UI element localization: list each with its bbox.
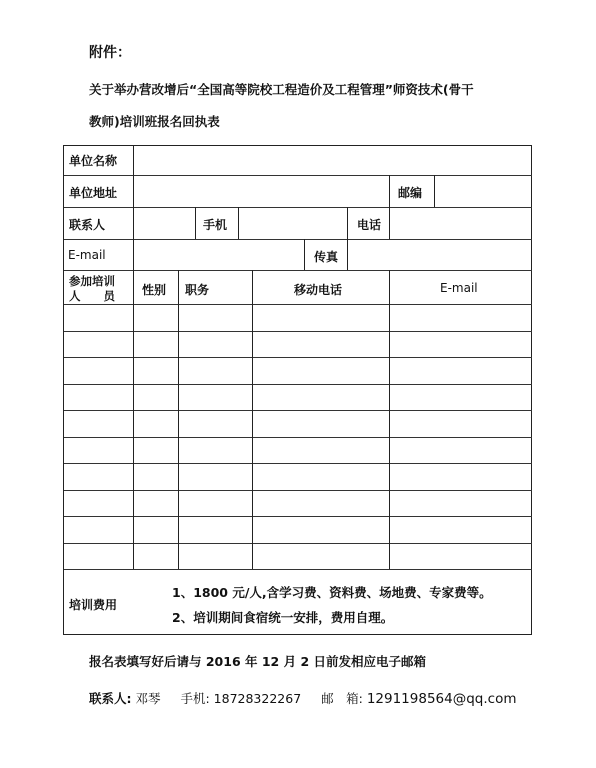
email-label: E-mail xyxy=(68,248,106,262)
col-divider xyxy=(195,207,196,239)
row-divider xyxy=(64,490,532,491)
postcode-field[interactable] xyxy=(436,177,530,205)
row-divider xyxy=(64,543,532,544)
footer-mobile-value: 18728322267 xyxy=(213,691,302,706)
row-divider xyxy=(64,304,532,305)
row-divider xyxy=(64,384,532,385)
phone-label: 电话 xyxy=(357,218,382,232)
gender-header: 性别 xyxy=(142,283,167,297)
mobile-field[interactable] xyxy=(240,209,345,237)
contact-line xyxy=(89,689,516,707)
col-divider xyxy=(304,239,305,270)
col-divider xyxy=(389,207,390,239)
col-divider xyxy=(347,207,348,239)
row-divider xyxy=(64,410,532,411)
footer-email-label: 邮 箱: xyxy=(321,691,363,706)
phone-field[interactable] xyxy=(391,209,530,237)
col-divider xyxy=(252,270,253,569)
row-divider xyxy=(64,463,532,464)
fee-line-2: 2、培训期间食宿统一安排，费用自理。 xyxy=(172,610,394,625)
row-divider xyxy=(64,569,532,570)
unit-address-label: 单位地址 xyxy=(69,186,118,200)
postcode-label: 邮编 xyxy=(398,186,423,200)
fax-label: 传真 xyxy=(314,250,339,264)
col-divider xyxy=(347,239,348,270)
row-divider xyxy=(64,331,532,332)
form-title-line2: 教师)培训班报名回执表 xyxy=(89,114,220,129)
row-divider xyxy=(64,516,532,517)
row-divider xyxy=(64,270,532,271)
form-title-line1: 关于举办营改增后“全国高等院校工程造价及工程管理”师资技术(骨干 xyxy=(89,82,474,97)
row-divider xyxy=(64,239,532,240)
submission-note: 报名表填写好后请与 2016 年 12 月 2 日前发相应电子邮箱 xyxy=(89,654,426,669)
unit-address-field[interactable] xyxy=(135,177,387,205)
participants-label-line2: 人 员 xyxy=(69,289,115,303)
unit-name-label: 单位名称 xyxy=(69,154,118,168)
attachment-label: 附件： xyxy=(89,45,131,61)
unit-name-field[interactable] xyxy=(135,147,530,174)
col-divider xyxy=(434,175,435,207)
mobile-label: 手机 xyxy=(203,218,228,232)
row-divider xyxy=(64,357,532,358)
footer-email-value[interactable]: 1291198564@qq.com xyxy=(366,691,517,707)
footer-contact-label: 联系人: xyxy=(89,691,132,706)
mobile-phone-header: 移动电话 xyxy=(294,283,343,297)
email-header: E-mail xyxy=(440,281,478,295)
fee-label: 培训费用 xyxy=(69,598,118,612)
footer-contact-name: 邓琴 xyxy=(135,691,161,706)
row-divider xyxy=(64,207,532,208)
row-divider xyxy=(64,175,532,176)
contact-label: 联系人 xyxy=(69,218,106,232)
fee-line-1: 1、1800 元/人,含学习费、资料费、场地费、专家费等。 xyxy=(172,585,492,600)
col-divider xyxy=(389,175,390,207)
contact-field[interactable] xyxy=(135,209,193,237)
col-divider xyxy=(238,207,239,239)
footer-mobile-label: 手机: xyxy=(180,691,210,706)
col-divider xyxy=(178,270,179,569)
email-field[interactable] xyxy=(135,241,302,268)
col-divider xyxy=(389,270,390,569)
participants-label-line1: 参加培训 xyxy=(69,274,115,288)
position-header: 职务 xyxy=(185,283,210,297)
fax-field[interactable] xyxy=(349,241,530,268)
row-divider xyxy=(64,437,532,438)
col-divider xyxy=(133,145,134,569)
